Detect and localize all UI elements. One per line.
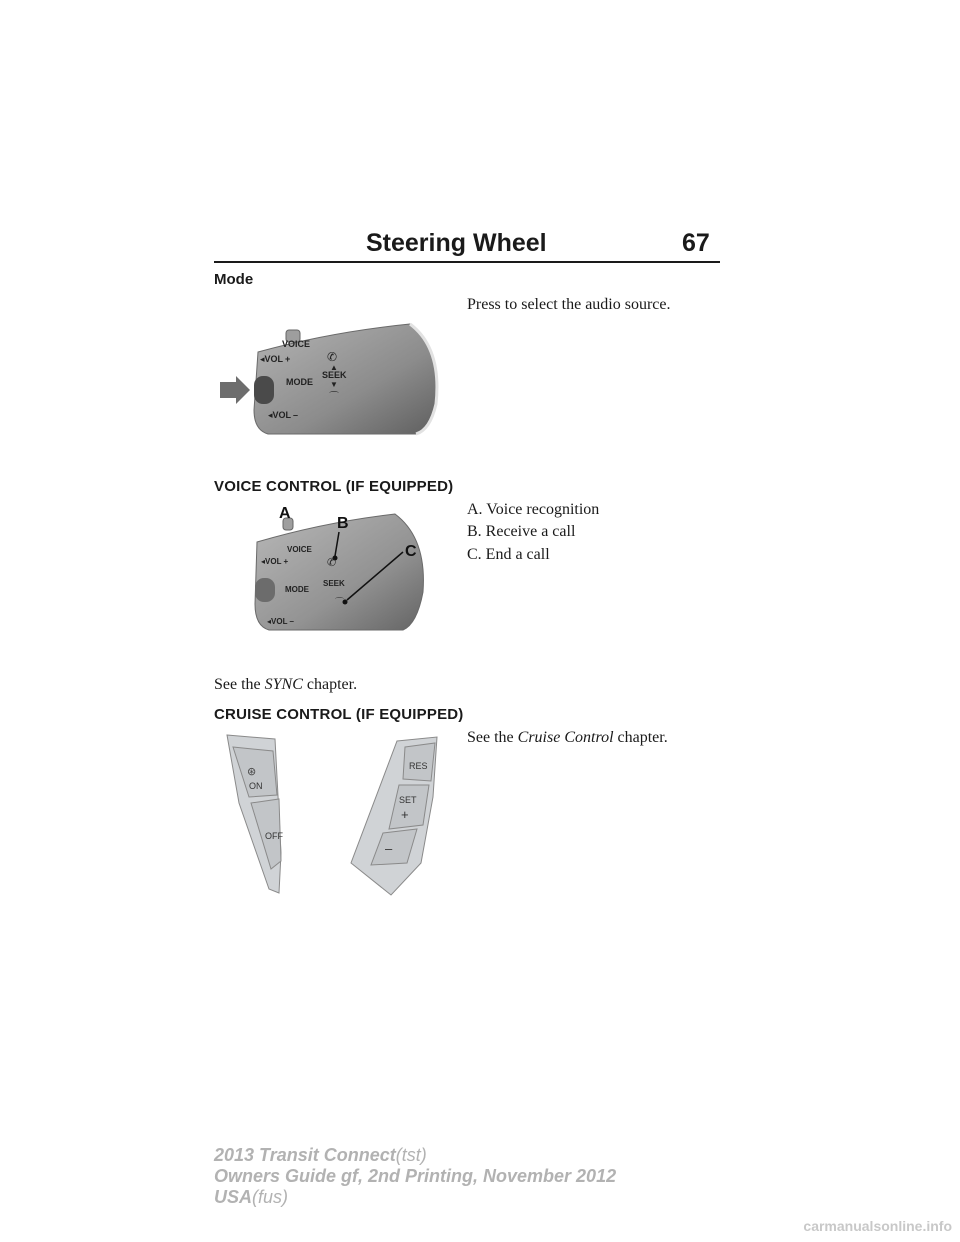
svg-text:MODE: MODE [285, 585, 309, 594]
vol-minus-label: – [293, 410, 299, 420]
voice-item-b: B. Receive a call [467, 523, 576, 540]
cruise-control-illustration [225, 733, 440, 898]
callout-c: C [405, 543, 417, 560]
svg-text:◂VOL–: ◂VOL – [268, 410, 299, 420]
phone-icon: ✆ [327, 557, 337, 569]
mode-description: Press to select the audio source. [467, 296, 671, 313]
callout-b: B [337, 515, 349, 532]
minus-button-label: – [385, 841, 393, 856]
page-number: 67 [682, 229, 710, 257]
svg-text:VOICE: VOICE [287, 545, 312, 554]
watermark-link[interactable]: carmanualsonline.info [803, 1218, 952, 1234]
cruise-reference: See the Cruise Control chapter. [467, 729, 668, 746]
mode-heading: Mode [214, 271, 254, 288]
voice-item-c: C. End a call [467, 546, 550, 563]
end-call-icon: ⌒ [335, 597, 345, 607]
voice-item-a: A. Voice recognition [467, 501, 600, 518]
sync-chapter-ref: SYNC [264, 676, 303, 693]
cruise-icon: ⊛ [247, 766, 257, 778]
svg-text:◂VOL+: ◂VOL + [260, 354, 291, 364]
off-button-label: OFF [265, 831, 283, 841]
footer-line-1: 2013 Transit Connect(tst) [214, 1145, 427, 1165]
cruise-control-heading: CRUISE CONTROL (IF EQUIPPED) [214, 706, 464, 723]
set-button-label: SET [399, 795, 417, 805]
phone-icon: ✆ [327, 350, 338, 364]
mode-label: MODE [286, 377, 313, 387]
arrow-right-icon [220, 376, 250, 404]
svg-text:SEEK: SEEK [323, 579, 345, 588]
set-plus-label: + [401, 807, 409, 822]
svg-text:◂VOL +: ◂VOL + [261, 557, 289, 566]
res-button-label: RES [409, 761, 428, 771]
mode-button-illustration [210, 318, 450, 448]
svg-text:▼: ▼ [330, 380, 338, 389]
voice-label: VOICE [282, 339, 311, 349]
vol-up-label: VOL [264, 354, 284, 364]
footer-line-3: USA(fus) [214, 1187, 289, 1207]
header-divider [214, 261, 720, 263]
seek-label: SEEK [322, 370, 347, 380]
voice-control-illustration [235, 496, 435, 636]
page-section-title: Steering Wheel [366, 229, 547, 257]
sync-reference: See the SYNC chapter. [214, 676, 358, 693]
footer-line-2: Owners Guide gf, 2nd Printing, November 2012 [214, 1166, 617, 1186]
voice-control-heading: VOICE CONTROL (IF EQUIPPED) [214, 478, 454, 495]
end-call-icon: ⌒ [329, 392, 339, 403]
vol-plus-label: + [285, 354, 291, 364]
vol-down-label: VOL [272, 410, 292, 420]
cruise-chapter-ref: Cruise Control [517, 729, 614, 746]
svg-text:◂VOL –: ◂VOL – [267, 617, 294, 626]
svg-text:▲: ▲ [330, 363, 338, 372]
callout-a: A [279, 505, 291, 522]
on-button-label: ON [249, 781, 263, 791]
